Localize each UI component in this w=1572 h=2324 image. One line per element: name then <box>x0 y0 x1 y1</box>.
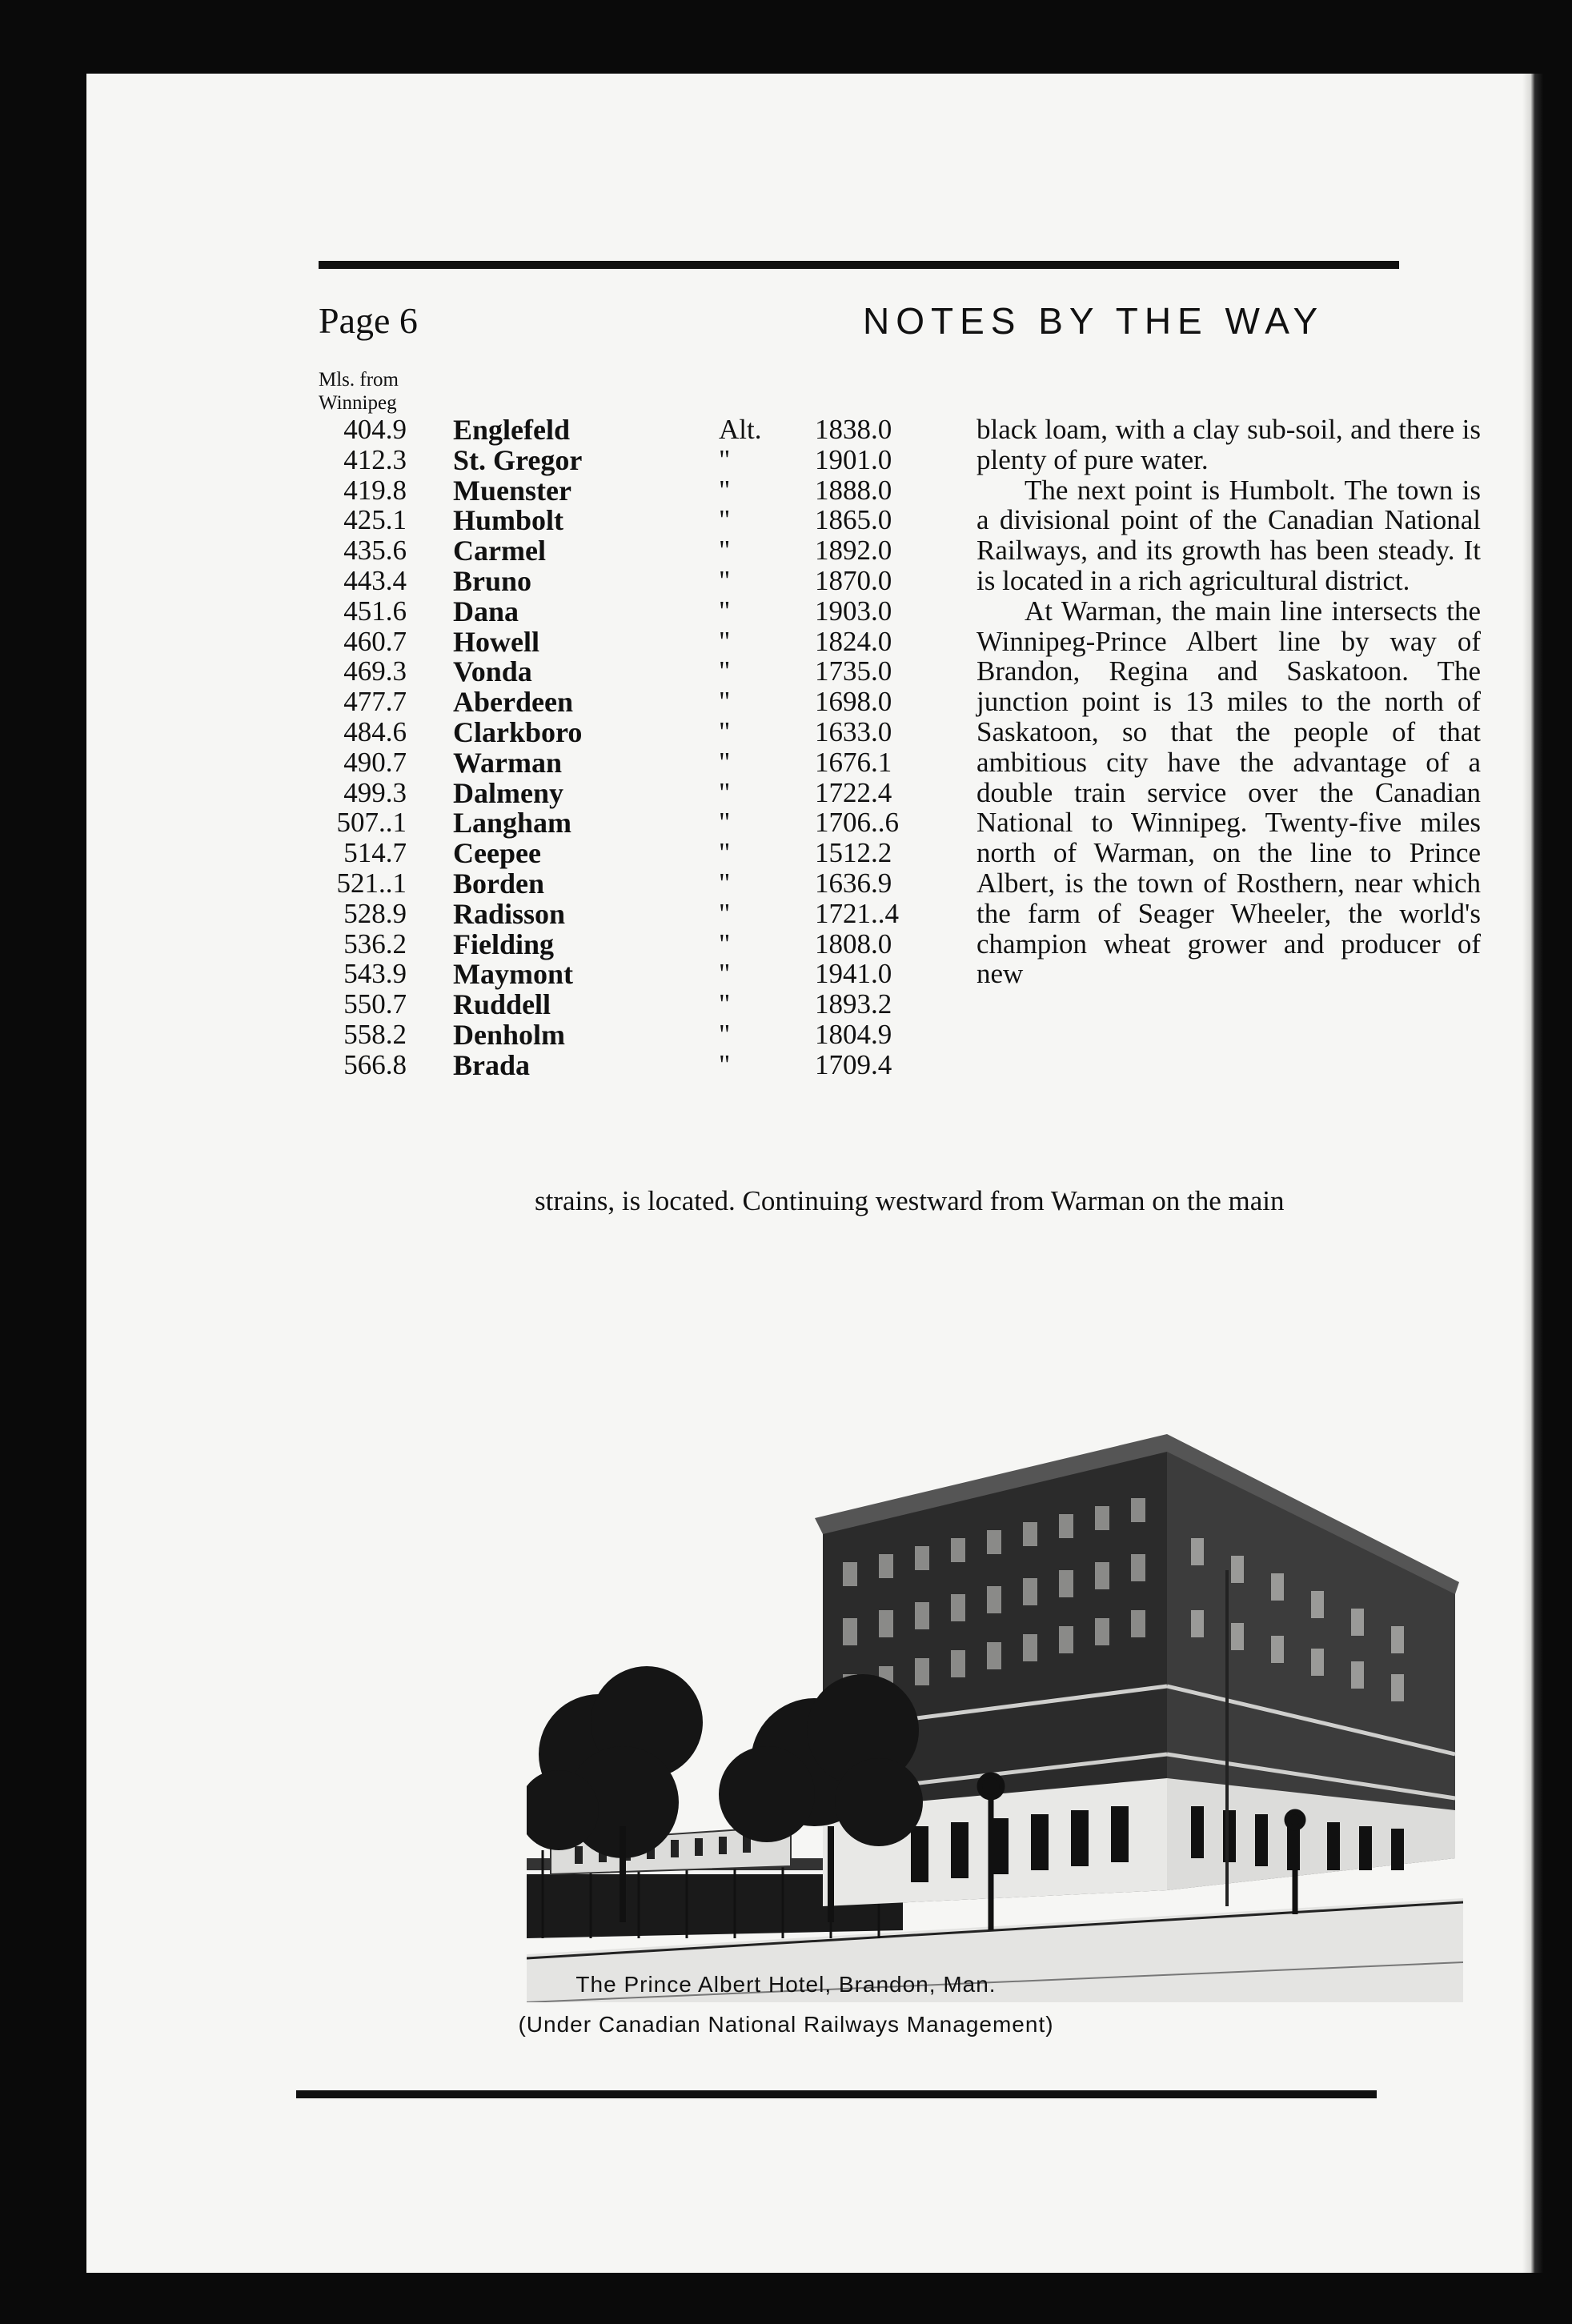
altitude-prefix: " <box>719 716 731 747</box>
station-miles: 514.7 <box>343 837 407 869</box>
station-row <box>319 868 975 899</box>
station-name: Maymont <box>453 958 573 991</box>
station-miles: 484.6 <box>343 716 407 747</box>
station-row <box>319 566 975 596</box>
altitude-prefix: " <box>719 474 731 506</box>
station-row <box>319 656 975 687</box>
station-miles: 425.1 <box>343 504 407 536</box>
station-miles: 469.3 <box>343 655 407 687</box>
station-miles: 566.8 <box>343 1048 407 1080</box>
station-name: Fielding <box>453 928 555 960</box>
station-row <box>319 989 975 1020</box>
station-name: Borden <box>453 867 545 900</box>
station-name: St. Gregor <box>453 443 583 476</box>
station-miles: 412.3 <box>343 443 407 475</box>
station-name: Dana <box>453 595 519 627</box>
altitude-prefix: " <box>719 776 731 808</box>
station-miles: 477.7 <box>343 686 407 718</box>
altitude-prefix: " <box>719 1019 731 1050</box>
station-altitude: 1722.4 <box>815 776 892 808</box>
station-name: Muenster <box>453 474 571 507</box>
altitude-prefix: " <box>719 867 731 899</box>
station-row <box>319 445 975 475</box>
altitude-prefix: " <box>719 807 731 839</box>
station-altitude: 1633.0 <box>815 716 892 747</box>
top-rule <box>319 261 1399 269</box>
station-altitude: 1892.0 <box>815 535 892 567</box>
station-altitude: 1804.9 <box>815 1019 892 1050</box>
station-name: Dalmeny <box>453 776 563 809</box>
altitude-prefix: " <box>719 686 731 718</box>
station-altitude: 1698.0 <box>815 686 892 718</box>
station-row <box>319 505 975 535</box>
photo-caption: The Prince Albert Hotel, Brandon, Man. <box>575 1972 997 1997</box>
altitude-prefix: " <box>719 958 731 990</box>
station-miles: 460.7 <box>343 625 407 657</box>
station-altitude: 1941.0 <box>815 958 892 990</box>
station-altitude: 1709.4 <box>815 1048 892 1080</box>
station-altitude: 1903.0 <box>815 595 892 627</box>
station-name: Englefeld <box>453 414 571 446</box>
altitude-prefix: " <box>719 655 731 687</box>
station-name: Clarkboro <box>453 716 583 748</box>
station-row <box>319 959 975 989</box>
paragraph-3: At Warman, the main line intersects the Winnipeg-Prince Albert line by way of Brandon, Regina and Saskatoon. The junction point is 13 miles to the north of Saskatoon, so that the people of that ambitious city have the advantage of a double train service over the Canadian National to Winnipeg. Twenty-five miles north of Warman, on the line to Prince Albert, is the town of Rosthern, near which the farm of Seager Wheeler, the world's champion wheat grower and producer of new <box>976 595 1481 990</box>
station-altitude: 1901.0 <box>815 443 892 475</box>
station-row <box>319 687 975 717</box>
station-row <box>319 807 975 838</box>
station-altitude: 1893.2 <box>815 988 892 1020</box>
station-miles: 443.4 <box>343 565 407 596</box>
station-miles: 536.2 <box>343 928 407 960</box>
station-row <box>319 475 975 506</box>
page-title: NOTES BY THE WAY <box>863 300 1325 342</box>
station-name: Brada <box>453 1048 531 1081</box>
altitude-prefix: " <box>719 837 731 869</box>
station-miles: 419.8 <box>343 474 407 506</box>
station-miles: 404.9 <box>343 414 407 445</box>
station-altitude: 1512.2 <box>815 837 892 869</box>
body-text <box>976 415 1481 989</box>
paragraph-1: black loam, with a clay sub-soil, and there is plenty of pure water. <box>976 414 1481 475</box>
station-altitude: 1824.0 <box>815 625 892 657</box>
station-name: Carmel <box>453 535 546 567</box>
station-name: Warman <box>453 746 563 779</box>
station-row <box>319 415 975 445</box>
miles-header-line-2: Winnipeg <box>319 392 397 414</box>
station-miles: 521..1 <box>336 867 407 899</box>
station-altitude: 1676.1 <box>815 746 892 778</box>
station-row <box>319 596 975 627</box>
station-miles: 451.6 <box>343 595 407 627</box>
altitude-prefix: " <box>719 535 731 567</box>
station-name: Denholm <box>453 1019 566 1051</box>
station-altitude: 1636.9 <box>815 867 892 899</box>
altitude-prefix: Alt. <box>719 414 762 445</box>
altitude-prefix: " <box>719 1048 731 1080</box>
station-miles: 528.9 <box>343 897 407 929</box>
station-altitude: 1721..4 <box>815 897 899 929</box>
altitude-prefix: " <box>719 897 731 929</box>
continuation-line: strains, is located. Continuing westward from Warman on the main <box>535 1185 1285 1216</box>
station-row <box>319 747 975 778</box>
altitude-prefix: " <box>719 595 731 627</box>
station-row <box>319 929 975 960</box>
altitude-prefix: " <box>719 565 731 596</box>
station-name: Langham <box>453 807 572 839</box>
station-name: Vonda <box>453 655 532 688</box>
station-altitude: 1735.0 <box>815 655 892 687</box>
station-name: Bruno <box>453 565 532 597</box>
station-row <box>319 1050 975 1080</box>
station-miles: 490.7 <box>343 746 407 778</box>
station-altitude: 1808.0 <box>815 928 892 960</box>
page-number: Page 6 <box>319 300 418 341</box>
station-row <box>319 717 975 747</box>
station-miles: 507..1 <box>336 807 407 839</box>
station-miles: 550.7 <box>343 988 407 1020</box>
station-name: Ceepee <box>453 837 541 870</box>
station-name: Howell <box>453 625 539 658</box>
station-altitude: 1838.0 <box>815 414 892 445</box>
altitude-prefix: " <box>719 988 731 1020</box>
miles-header-line-1: Mls. from <box>319 369 399 391</box>
station-row <box>319 899 975 929</box>
hotel-photo <box>527 1378 1463 2002</box>
page <box>86 74 1535 2273</box>
station-row <box>319 838 975 868</box>
station-miles: 499.3 <box>343 776 407 808</box>
station-name: Humbolt <box>453 504 564 537</box>
miles-column-header <box>319 368 399 415</box>
photo-subcaption: (Under Canadian National Railways Management) <box>518 2012 1054 2037</box>
altitude-prefix: " <box>719 928 731 960</box>
paragraph-2: The next point is Humbolt. The town is a divisional point of the Canadian National Railways, and its growth has been steady. It is located in a rich agricultural district. <box>976 474 1481 596</box>
station-miles: 558.2 <box>343 1019 407 1050</box>
station-name: Aberdeen <box>453 686 573 719</box>
station-name: Radisson <box>453 897 566 930</box>
station-row <box>319 778 975 808</box>
station-row <box>319 627 975 657</box>
station-row <box>319 535 975 566</box>
altitude-prefix: " <box>719 746 731 778</box>
station-miles: 435.6 <box>343 535 407 567</box>
station-name: Ruddell <box>453 988 551 1021</box>
bottom-rule <box>296 2090 1377 2098</box>
altitude-prefix: " <box>719 625 731 657</box>
station-altitude: 1865.0 <box>815 504 892 536</box>
altitude-prefix: " <box>719 443 731 475</box>
station-altitude: 1870.0 <box>815 565 892 596</box>
station-miles: 543.9 <box>343 958 407 990</box>
altitude-prefix: " <box>719 504 731 536</box>
station-altitude: 1706..6 <box>815 807 899 839</box>
station-altitude: 1888.0 <box>815 474 892 506</box>
station-row <box>319 1020 975 1050</box>
